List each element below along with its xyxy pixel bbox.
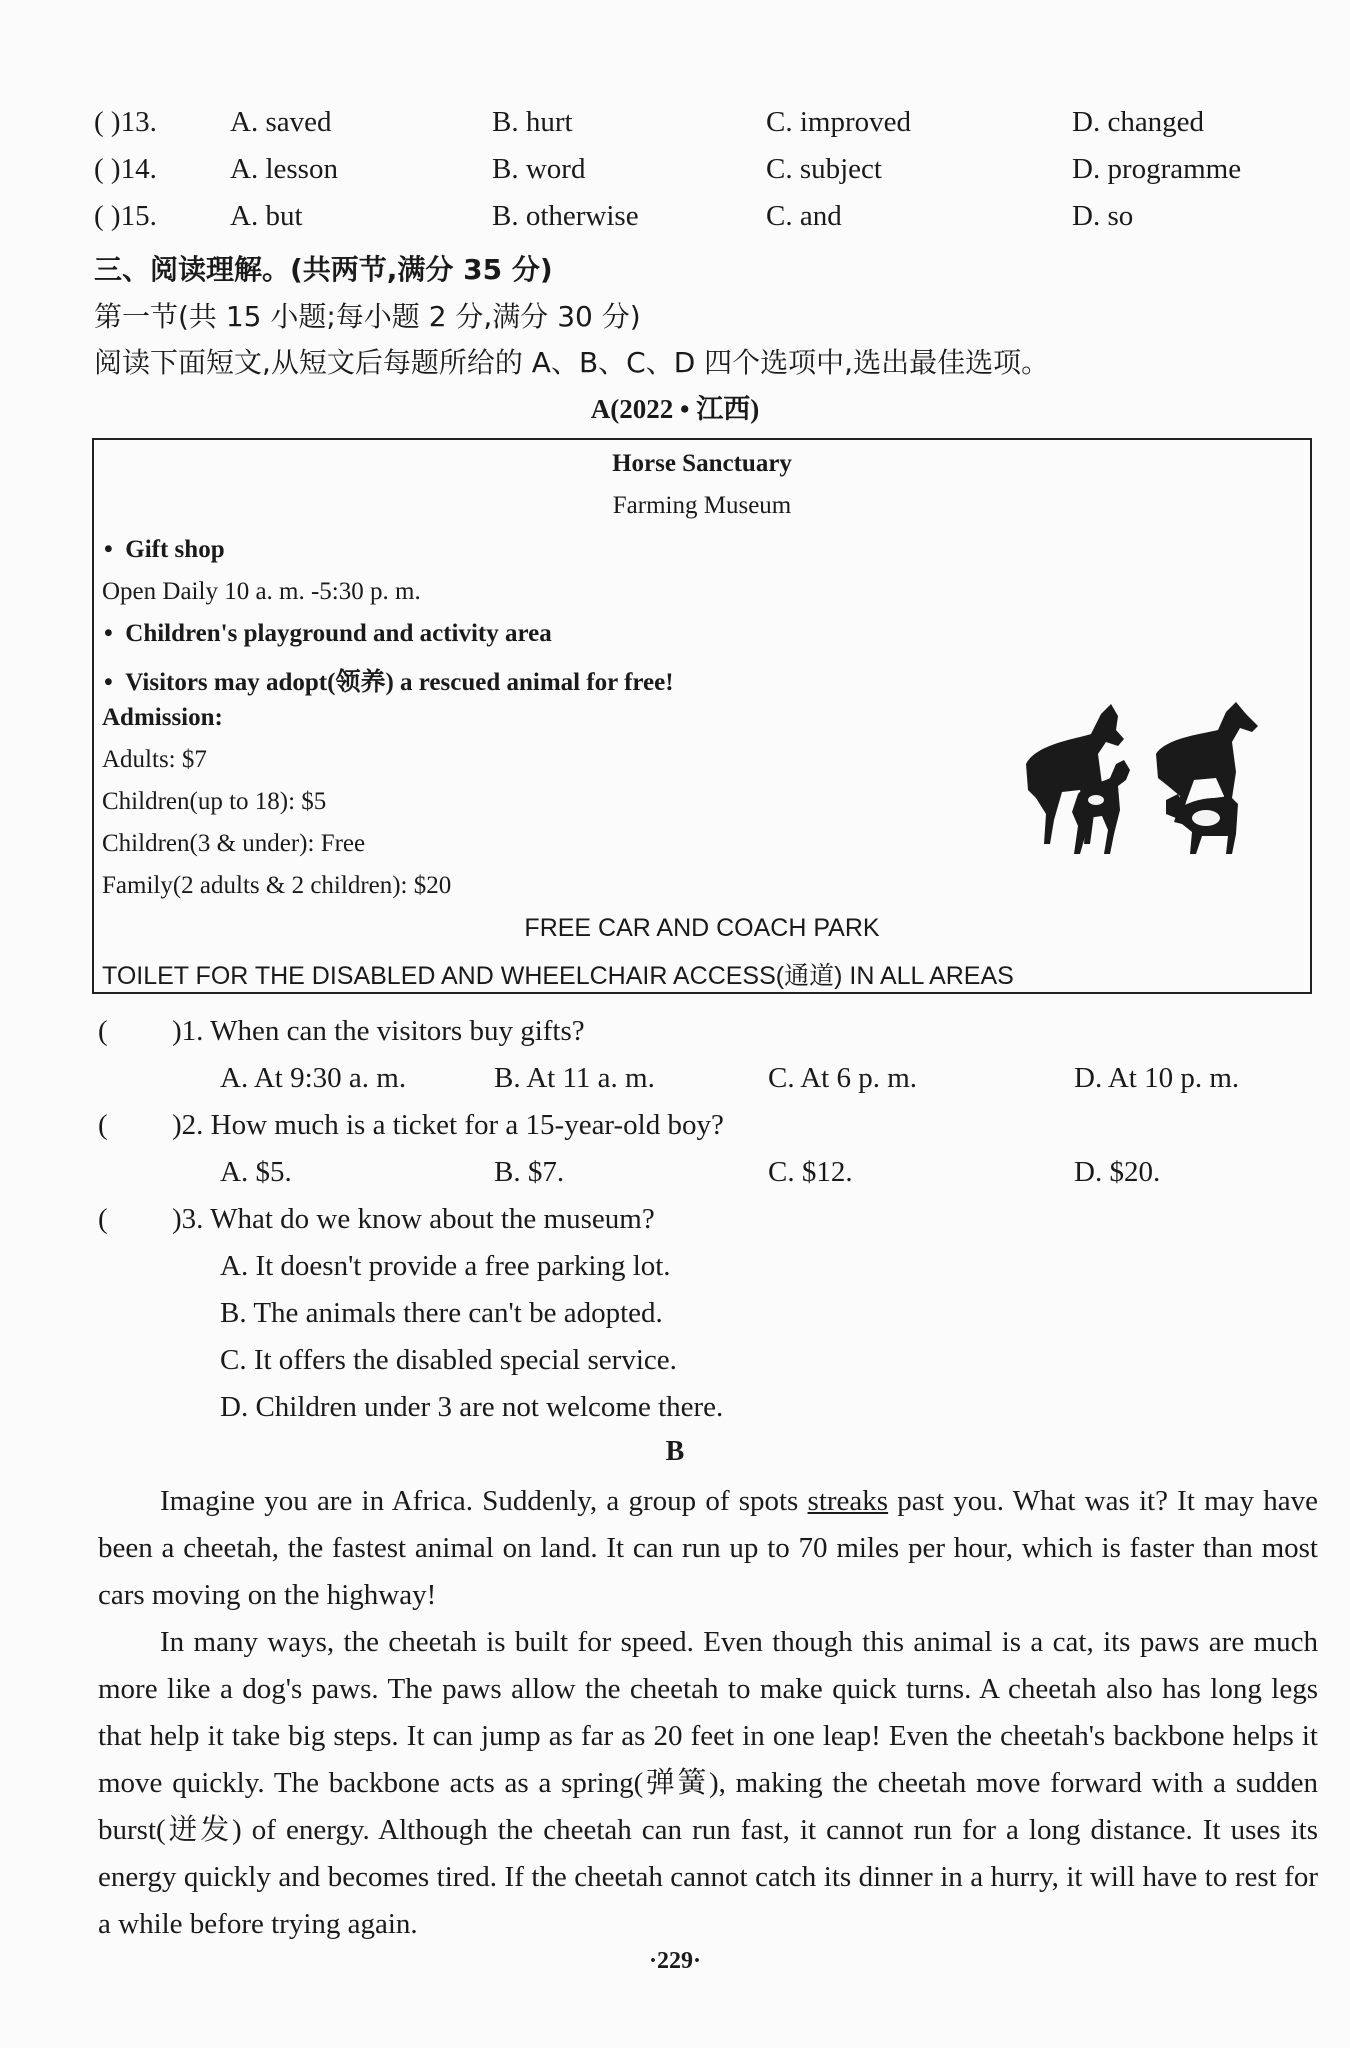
passage-a-label: A(2022 • 江西)	[590, 394, 760, 424]
question-stem: )2. How much is a ticket for a 15-year-old boy?	[172, 1109, 724, 1141]
notice-box	[92, 438, 1312, 994]
parking-notice: FREE CAR AND COACH PARK	[524, 914, 880, 942]
paragraph-text: Imagine you are in Africa. Suddenly, a group of spots	[160, 1485, 808, 1517]
option-c: C. subject	[766, 153, 882, 185]
passage-b-text	[98, 1478, 1318, 1948]
option-c: C. $12.	[768, 1156, 853, 1188]
admission-item: Children(up to 18): $5	[102, 788, 327, 815]
question-number: ( )15.	[94, 200, 157, 232]
option-a: A. $5.	[220, 1156, 292, 1188]
answer-paren[interactable]: (	[98, 1203, 108, 1235]
option-d: D. programme	[1072, 153, 1242, 185]
option-c: C. It offers the disabled special service.	[220, 1344, 677, 1376]
option-b: B. hurt	[492, 106, 573, 138]
option-d: D. changed	[1072, 106, 1205, 138]
paragraph-text: past you. What was it? It may have been a cheetah, the fastest animal on land. It can run up to 70 miles per hour, which is faster than most cars moving on the highway!	[98, 1485, 1318, 1611]
option-b: B. At 11 a. m.	[494, 1062, 655, 1094]
option-d: D. At 10 p. m.	[1074, 1062, 1240, 1094]
notice-bullet: • Visitors may adopt(领养) a rescued animal for free!	[104, 669, 674, 696]
notice-subtitle: Farming Museum	[612, 492, 792, 519]
page-number: ·229·	[648, 1948, 701, 1974]
admission-item: Children(3 & under): Free	[102, 830, 366, 857]
admission-item: Family(2 adults & 2 children): $20	[102, 872, 452, 899]
question-number: ( )14.	[94, 153, 157, 185]
option-c: C. At 6 p. m.	[768, 1062, 918, 1094]
option-c: C. improved	[766, 106, 911, 138]
playground-label: Children's playground and activity area	[125, 620, 552, 647]
section-title: 三、阅读理解。(共两节,满分 35 分)	[94, 253, 553, 286]
section-subtitle: 第一节(共 15 小题;每小题 2 分,满分 30 分)	[94, 300, 641, 333]
answer-paren[interactable]: (	[98, 1015, 108, 1047]
passage-b-label: B	[665, 1436, 685, 1467]
adopt-label: Visitors may adopt(领养) a rescued animal for free!	[125, 669, 674, 696]
question-stem: )1. When can the visitors buy gifts?	[172, 1015, 585, 1047]
answer-paren[interactable]: (	[98, 1109, 108, 1141]
notice-bullet: • Children's playground and activity area	[104, 620, 552, 647]
option-b: B. The animals there can't be adopted.	[220, 1297, 663, 1329]
option-a: A. but	[230, 200, 303, 232]
notice-title: Horse Sanctuary	[612, 450, 792, 477]
toilet-notice: TOILET FOR THE DISABLED AND WHEELCHAIR ACCESS(通道) IN ALL AREAS	[102, 962, 1014, 990]
option-a: A. At 9:30 a. m.	[220, 1062, 407, 1094]
section-instruction: 阅读下面短文,从短文后每题所给的 A、B、C、D 四个选项中,选出最佳选项。	[94, 346, 1050, 379]
horses-illustration	[1006, 694, 1286, 862]
option-a: A. It doesn't provide a free parking lot.	[220, 1250, 671, 1282]
option-d: D. Children under 3 are not welcome there.	[220, 1391, 724, 1423]
paragraph: In many ways, the cheetah is built for speed. Even though this animal is a cat, its paws are much more like a dog's paws. The paws allow the cheetah to make quick turns. A cheetah also has long legs that help it take big steps. It can jump as far as 20 feet in one leap! Even the cheetah's backbone helps it move quickly. The backbone acts as a spring(弹簧), making the cheetah move forward with a sudden burst(迸发) of energy. Although the cheetah can run fast, it cannot run for a long distance. It uses its energy quickly and becomes tired. If the cheetah cannot catch its dinner in a hurry, it will have to rest for a while before trying again.	[98, 1626, 1318, 1940]
option-d: D. so	[1072, 200, 1134, 232]
open-hours: Open Daily 10 a. m. -5:30 p. m.	[102, 578, 421, 605]
admission-label: Admission:	[102, 704, 223, 731]
option-a: A. lesson	[230, 153, 338, 185]
option-b: B. $7.	[494, 1156, 565, 1188]
option-d: D. $20.	[1074, 1156, 1161, 1188]
admission-item: Adults: $7	[102, 746, 207, 773]
option-a: A. saved	[230, 106, 332, 138]
notice-bullet: • Gift shop	[104, 536, 225, 563]
gift-shop-label: Gift shop	[125, 536, 225, 563]
question-stem: )3. What do we know about the museum?	[172, 1203, 655, 1235]
question-number: ( )13.	[94, 106, 157, 138]
paragraph	[98, 1478, 1318, 1619]
option-b: B. word	[492, 153, 586, 185]
option-c: C. and	[766, 200, 842, 232]
underlined-word: streaks	[807, 1485, 889, 1517]
option-b: B. otherwise	[492, 200, 639, 232]
